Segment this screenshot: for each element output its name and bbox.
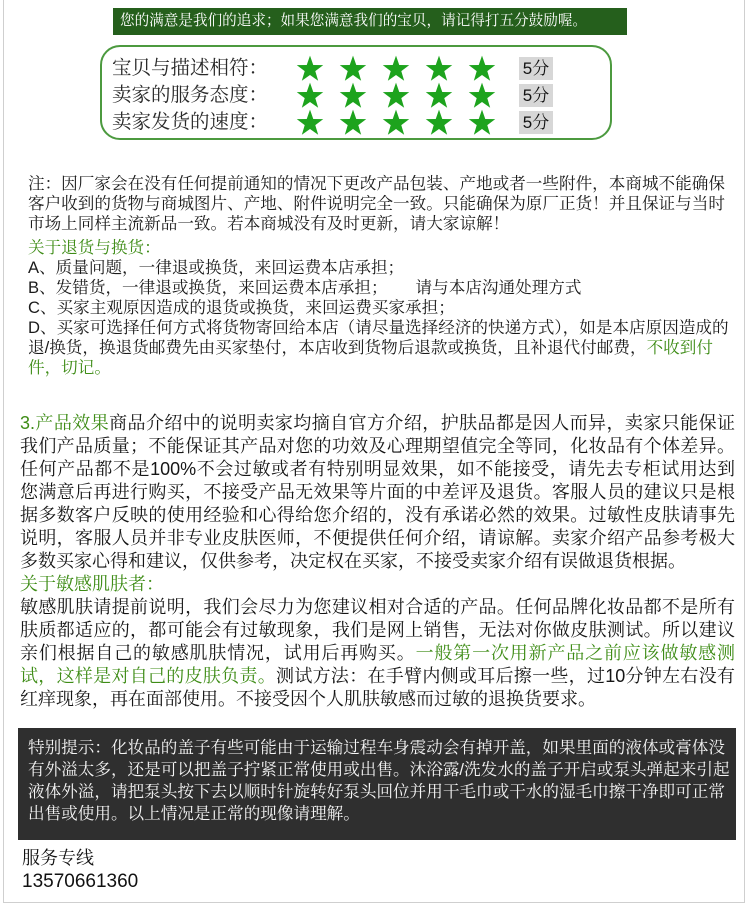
star-icon: [424, 108, 454, 137]
effect-text: 商品介绍中的说明卖家均摘自官方介绍，护肤品都是因人而异，卖家只能保证: [109, 413, 736, 433]
sensitive-skin-title: 关于敏感肌肤者：: [20, 574, 164, 594]
returns-policy: [28, 238, 740, 378]
sensitive-test-advice: 试，这样是对自己的皮肤负责。: [20, 666, 277, 686]
star-icon: [424, 54, 454, 83]
star-icon: [467, 108, 497, 137]
effect-line: 您满意后再进行购买，不接受产品无效果等片面的中差评及退货。客服人员的建议只是根: [20, 482, 735, 502]
rating-row-shipping-speed: [102, 109, 610, 136]
returns-item-d: D、买家可选择任何方式将货物寄回给本店（请尽量选择经济的快递方式），如是本店原因造成的: [28, 318, 729, 337]
tip-line: 特别提示：化妆品的盖子有些可能由于运输过程车身震动会有掉开盖，如果里面的液体或膏体没: [28, 738, 725, 757]
tip-line: 出售或使用。以上情况是正常的现像请理解。: [28, 804, 360, 823]
star-rating: [295, 108, 497, 137]
product-change-notice: [28, 174, 740, 378]
effect-line: 说明，客服人员并非专业皮肤医师，不便提供任何介绍，请谅解。卖家介绍产品参考极大: [20, 528, 735, 548]
effect-heading: 3.产品效果: [20, 413, 110, 433]
sensitive-line: [20, 688, 735, 711]
rating-label: 卖家发货的速度：: [112, 111, 269, 133]
star-icon: [338, 81, 368, 110]
product-effect-section: [20, 412, 735, 711]
effect-line: 据多数客户反映的使用经验和心得给您介绍的，没有承诺必然的效果。过敏性皮肤请事先: [20, 505, 735, 525]
score-badge: 5分: [519, 111, 553, 134]
tip-line: 有外溢太多，还是可以把盖子拧紧正常使用或出售。沐浴露/洗发水的盖子开启或泵头弹起来引起: [28, 760, 730, 779]
star-icon: [295, 81, 325, 110]
rating-label: 宝贝与描述相符：: [112, 57, 269, 79]
sensitive-line: [20, 619, 735, 642]
score-badge: 5分: [519, 84, 553, 107]
returns-title: 关于退货与换货：: [28, 238, 161, 257]
star-icon: [338, 108, 368, 137]
returns-item-b-note: 请与本店沟通处理方式: [415, 278, 582, 297]
effect-line: 任何产品都不是100%不会过敏或者有特别明显效果，如不能接受，请先去专柜试用达到: [20, 459, 735, 479]
banner-text: 您的满意是我们的追求；如果您满意我们的宝贝，请记得打五分鼓励喔。: [120, 13, 588, 29]
sensitive-text: 测试方法：在手臂内侧或耳后擦一些，过10分钟左右没有: [276, 666, 735, 686]
tip-line: 液体外溢，请把泵头按下去以顺时针旋转好泵头回位并用干毛巾或干水的湿毛巾擦干净即可正常: [28, 782, 725, 801]
notice-line: 注：因厂家会在没有任何提前通知的情况下更改产品包装、产地或者一些附件，本商城不能确保: [28, 174, 725, 193]
returns-warning: 不收到付: [646, 338, 713, 357]
star-rating: [295, 81, 497, 110]
rating-row-description-match: [102, 55, 610, 82]
returns-item-c: C、买家主观原因造成的退货或换货，来回运费买家承担；: [28, 298, 455, 317]
returns-item-d-continued: [28, 338, 740, 358]
star-icon: [467, 54, 497, 83]
star-icon: [381, 54, 411, 83]
star-icon: [295, 108, 325, 137]
notice-line: 客户收到的货物与商城图片、产地、附件说明完全一致。只能确保为原厂正货！并且保证与当时: [28, 194, 725, 213]
returns-warning-continued: 件，切记。: [28, 358, 111, 377]
rating-label: 卖家的服务态度：: [112, 84, 269, 106]
special-tip-box: [18, 728, 736, 840]
service-hotline: [22, 847, 138, 893]
star-icon: [467, 81, 497, 110]
returns-item-a: A、质量问题，一律退或换货，来回运费本店承担；: [28, 258, 405, 277]
star-rating: [295, 54, 497, 83]
star-icon: [381, 81, 411, 110]
effect-line: 多数买家心得和建议，仅供参考，决定权在买家，不接受卖家介绍有误做退货根据。: [20, 551, 686, 571]
rating-request-banner: [113, 8, 627, 35]
sensitive-line: [20, 665, 735, 688]
star-icon: [295, 54, 325, 83]
service-phone: 13570661360: [22, 871, 139, 892]
star-icon: [424, 81, 454, 110]
sensitive-test-advice: 一般第一次用新产品之前应该做敏感测: [415, 643, 735, 663]
notice-line: 市场上同样主流新品一致。若本商城没有及时更新，请大家谅解！: [28, 214, 510, 233]
returns-item-b-text: B、发错货，一律退或换货，来回运费本店承担；: [28, 278, 388, 297]
sensitive-text: 亲们根据自己的敏感肌肤情况，试用后再购买。: [20, 643, 416, 663]
sensitive-line: [20, 596, 735, 619]
returns-item-b: [28, 278, 740, 298]
returns-item-d-text: 退/换货，换退货邮费先由买家垫付，本店收到货物后退款或换货，且补退代付邮费，: [28, 338, 647, 357]
effect-line: [20, 412, 735, 435]
sensitive-line: [20, 642, 735, 665]
rating-row-service-attitude: [102, 82, 610, 109]
star-icon: [381, 108, 411, 137]
effect-line: 我们产品质量；不能保证其产品对您的功效及心理期望值完全等同，化妆品有个体差异。: [20, 436, 735, 456]
service-label: 服务专线: [22, 848, 94, 868]
seller-rating-panel: [100, 45, 612, 140]
score-badge: 5分: [519, 57, 553, 80]
sensitive-text: 肤质都适应的，都可能会有过敏现象，我们是网上销售，无法对你做皮肤测试。所以建议: [20, 620, 735, 640]
sensitive-text: 红痒现象，再在面部使用。不接受因个人肌肤敏感而过敏的退换货要求。: [20, 689, 596, 709]
sensitive-text: 敏感肌肤请提前说明，我们会尽力为您建议相对合适的产品。任何品牌化妆品都不是所有: [20, 597, 735, 617]
star-icon: [338, 54, 368, 83]
